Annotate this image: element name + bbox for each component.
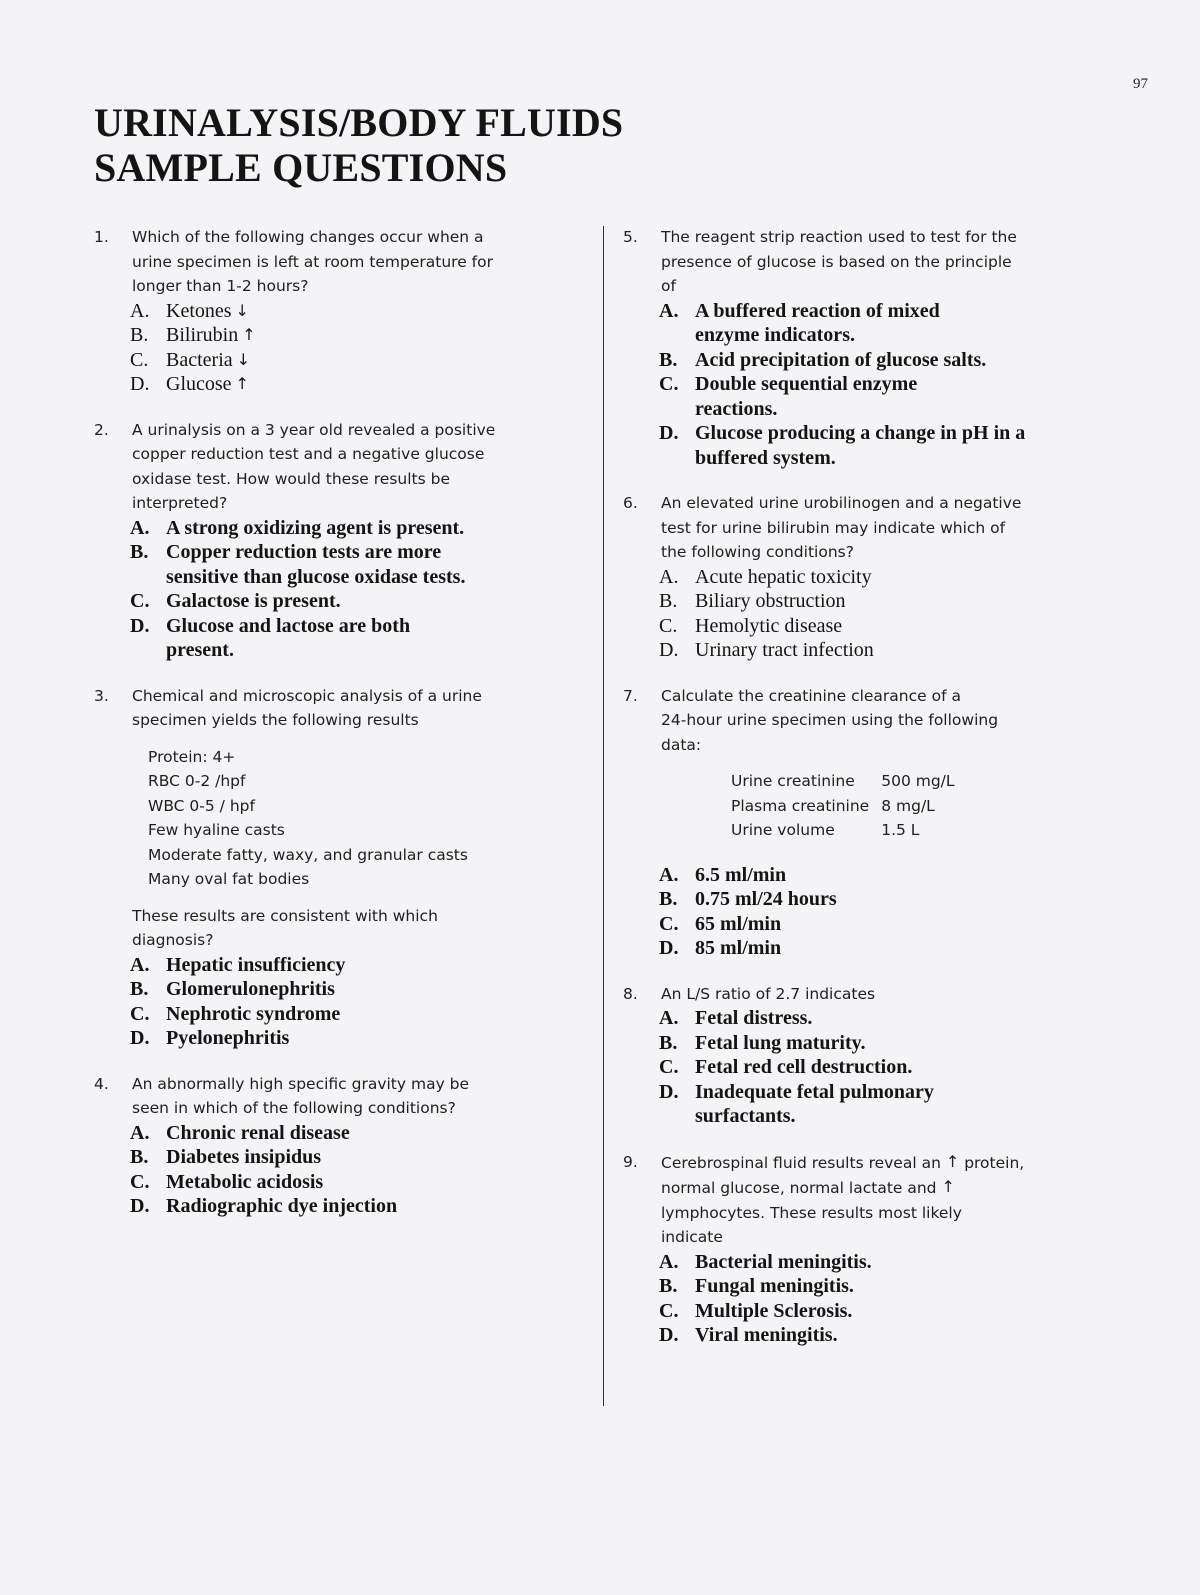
- data-row: [731, 769, 955, 794]
- answer-choice[interactable]: [623, 299, 995, 348]
- choice-text: Multiple Sclerosis.: [695, 1299, 853, 1322]
- stem-line: An L/S ratio of 2.7 indicates: [661, 984, 876, 1003]
- choice-letter: D.: [130, 1195, 150, 1217]
- question-stem: [132, 684, 584, 733]
- choice-letter: C.: [659, 1056, 679, 1078]
- choice-letter: B.: [659, 348, 678, 371]
- data-value: 500 mg/L: [881, 772, 955, 790]
- answer-choice[interactable]: [623, 372, 975, 421]
- stem-line: Calculate the creatinine clearance of a: [661, 686, 961, 705]
- question-number: 7.: [623, 686, 638, 705]
- choice-letter: A.: [659, 1007, 679, 1029]
- choice-text: Biliary obstruction: [695, 590, 846, 612]
- data-label: Plasma creatinine: [731, 796, 870, 815]
- choice-letter: A.: [659, 565, 679, 588]
- lab-results: [132, 745, 584, 892]
- question-1: [94, 225, 584, 299]
- answer-choice[interactable]: [94, 372, 584, 397]
- stem-line: indicate: [661, 1228, 723, 1246]
- stem-line: [661, 1150, 1103, 1176]
- answer-choices: [94, 1121, 584, 1219]
- decrease-arrow-icon: ↓: [235, 300, 249, 320]
- choice-text: A buffered reaction of mixed enzyme indicators.: [695, 299, 940, 346]
- page-title: [94, 100, 623, 190]
- answer-choices: [623, 565, 1103, 663]
- lab-result-row: Many oval fat bodies: [148, 870, 310, 888]
- question-stem: [132, 1072, 584, 1121]
- lab-result-row: RBC 0-2 /hpf: [148, 772, 246, 790]
- choice-letter: D.: [130, 1027, 150, 1049]
- stem-line: test for urine bilirubin may indicate which of: [661, 518, 1006, 537]
- question-stem: [661, 225, 1103, 299]
- question-number: 6.: [623, 494, 638, 512]
- choice-letter: A.: [659, 863, 679, 886]
- stem-line: [661, 1175, 1103, 1201]
- answer-choices: [94, 953, 584, 1051]
- question-2: [94, 418, 584, 516]
- answer-choice[interactable]: [94, 1145, 584, 1170]
- choice-letter: C.: [659, 614, 678, 637]
- stem-line: presence of glucose is based on the principle: [661, 252, 1012, 271]
- data-row: [731, 794, 955, 819]
- choice-text: Urinary tract infection: [695, 639, 874, 661]
- answer-choice[interactable]: [94, 1002, 584, 1027]
- choice-text: Inadequate fetal pulmonary surfactants.: [695, 1080, 934, 1127]
- stem-line: copper reduction test and a negative glucose: [132, 445, 485, 463]
- question-3: [94, 684, 584, 953]
- lab-result-row: WBC 0-5 / hpf: [148, 796, 255, 815]
- question-stem: [661, 982, 1103, 1007]
- choice-letter: C.: [130, 1170, 150, 1193]
- stem-text: protein,: [964, 1153, 1025, 1172]
- choice-text: Ketones: [166, 299, 232, 322]
- clearance-data-table: [731, 769, 955, 843]
- answer-choice[interactable]: [94, 1170, 584, 1195]
- question-7: [623, 684, 1103, 843]
- lab-result-row: Moderate fatty, waxy, and granular casts: [148, 845, 468, 864]
- answer-choice[interactable]: [623, 614, 1103, 639]
- stem-line: These results are consistent with which: [132, 906, 438, 925]
- lab-result-row: Protein: 4+: [148, 747, 236, 766]
- answer-choice[interactable]: [94, 516, 524, 541]
- choice-text: Glucose: [166, 373, 232, 395]
- answer-choice[interactable]: [623, 421, 1055, 470]
- choice-text: Copper reduction tests are more sensitive than glucose oxidase tests.: [166, 541, 466, 588]
- question-number: 4.: [94, 1074, 109, 1093]
- choice-text: Acid precipitation of glucose salts.: [695, 348, 987, 371]
- choice-letter: D.: [659, 1324, 679, 1346]
- question-stem: [661, 1150, 1103, 1250]
- question-stem: [661, 491, 1103, 565]
- answer-choices: [623, 1250, 1103, 1348]
- choice-text: Fetal lung maturity.: [695, 1031, 866, 1054]
- choice-text: Bilirubin: [166, 324, 239, 346]
- answer-choice[interactable]: [94, 323, 584, 348]
- increase-arrow-icon: ↑: [945, 1151, 960, 1171]
- choice-text: 0.75 ml/24 hours: [695, 888, 837, 910]
- answer-choice[interactable]: [623, 589, 1103, 614]
- stem-line: specimen yields the following results: [132, 711, 419, 729]
- stem-line: The reagent strip reaction used to test for the: [661, 228, 1017, 246]
- answer-choice[interactable]: [94, 977, 584, 1002]
- answer-choice[interactable]: [94, 589, 524, 614]
- answer-choices: [94, 299, 584, 397]
- choice-text: Hemolytic disease: [695, 614, 843, 637]
- choice-letter: C.: [659, 912, 679, 935]
- stem-line: An elevated urine urobilinogen and a negative: [661, 494, 1022, 512]
- stem-line: An abnormally high specific gravity may be: [132, 1074, 470, 1093]
- stem-line: diagnosis?: [132, 931, 214, 949]
- choice-text: Fetal red cell destruction.: [695, 1056, 913, 1078]
- answer-choice[interactable]: [623, 1299, 1103, 1324]
- stem-text: normal glucose, normal lactate and: [661, 1179, 937, 1197]
- choice-text: Double sequential enzyme reactions.: [695, 373, 918, 420]
- choice-letter: C.: [130, 1002, 150, 1025]
- answer-choice[interactable]: [623, 863, 1103, 888]
- answer-choice[interactable]: [94, 1026, 584, 1051]
- choice-letter: D.: [130, 373, 150, 395]
- answer-choice[interactable]: [623, 565, 1103, 590]
- decrease-arrow-icon: ↓: [236, 349, 251, 369]
- data-value: 8 mg/L: [881, 796, 935, 815]
- choice-letter: C.: [659, 1299, 679, 1322]
- choice-letter: B.: [130, 1146, 149, 1168]
- choice-text: Glucose producing a change in pH in a buffered system.: [695, 422, 1026, 469]
- choice-text: Nephrotic syndrome: [166, 1002, 341, 1025]
- question-stem: [661, 684, 1103, 758]
- answer-choice[interactable]: [94, 299, 584, 324]
- left-column: [94, 225, 584, 1219]
- data-value: 1.5 L: [881, 821, 920, 839]
- stem-line: Which of the following changes occur when a: [132, 228, 484, 246]
- choice-text: Metabolic acidosis: [166, 1170, 324, 1193]
- choice-letter: B.: [130, 978, 149, 1000]
- stem-line: oxidase test. How would these results be: [132, 469, 450, 488]
- choice-text: Fetal distress.: [695, 1007, 813, 1029]
- title-line-1: URINALYSIS/BODY FLUIDS: [94, 100, 624, 145]
- choice-text: Glomerulonephritis: [166, 978, 335, 1000]
- question-stem-continued: [132, 904, 584, 953]
- choice-text: Galactose is present.: [166, 590, 341, 612]
- page-number: 97: [1133, 76, 1148, 92]
- answer-choice[interactable]: [623, 887, 1103, 912]
- increase-arrow-icon: ↑: [235, 374, 249, 393]
- stem-line: interpreted?: [132, 494, 228, 512]
- right-column: [623, 225, 1103, 1348]
- choice-letter: A.: [130, 516, 150, 539]
- choice-letter: C.: [130, 590, 150, 612]
- choice-letter: C.: [130, 348, 149, 371]
- question-8: [623, 982, 1103, 1007]
- answer-choice[interactable]: [623, 638, 1103, 663]
- choice-letter: B.: [659, 1031, 678, 1054]
- choice-letter: B.: [659, 1275, 678, 1297]
- choice-letter: A.: [130, 299, 150, 322]
- answer-choices: [623, 299, 1103, 471]
- answer-choice[interactable]: [94, 1121, 584, 1146]
- increase-arrow-icon: ↑: [941, 1177, 955, 1196]
- choice-text: A strong oxidizing agent is present.: [166, 516, 465, 539]
- answer-choice[interactable]: [94, 614, 426, 663]
- choice-text: Chronic renal disease: [166, 1121, 350, 1144]
- question-stem: [132, 418, 584, 516]
- stem-line: lymphocytes. These results most likely: [661, 1203, 962, 1222]
- choice-letter: B.: [659, 590, 678, 612]
- answer-choice[interactable]: [94, 540, 486, 589]
- stem-text: Cerebrospinal fluid results reveal an: [661, 1153, 941, 1172]
- choice-text: Hepatic insufficiency: [166, 953, 346, 976]
- choice-text: 65 ml/min: [695, 912, 782, 935]
- question-number: 9.: [623, 1152, 638, 1171]
- question-number: 5.: [623, 228, 638, 246]
- question-number: 2.: [94, 420, 109, 439]
- answer-choice[interactable]: [623, 912, 1103, 937]
- choice-text: Diabetes insipidus: [166, 1146, 322, 1168]
- stem-line: A urinalysis on a 3 year old revealed a positive: [132, 420, 496, 439]
- choice-letter: D.: [659, 639, 679, 661]
- choice-letter: B.: [659, 888, 678, 910]
- question-number: 8.: [623, 984, 638, 1003]
- answer-choice[interactable]: [623, 1274, 1103, 1299]
- data-label: Urine creatinine: [731, 772, 855, 790]
- choice-text: Radiographic dye injection: [166, 1195, 398, 1217]
- question-6: [623, 491, 1103, 565]
- stem-line: data:: [661, 735, 702, 754]
- answer-choices: [623, 1006, 1103, 1129]
- answer-choice[interactable]: [623, 1323, 1103, 1348]
- answer-choices: [94, 516, 524, 663]
- stem-line: urine specimen is left at room temperature for: [132, 252, 493, 271]
- choice-text: Fungal meningitis.: [695, 1275, 854, 1297]
- choice-letter: C.: [659, 373, 679, 395]
- lab-result-row: Few hyaline casts: [148, 821, 285, 839]
- question-5: [623, 225, 1103, 299]
- answer-choices: [623, 863, 1103, 961]
- answer-choice[interactable]: [94, 348, 584, 373]
- question-stem: [132, 225, 584, 299]
- answer-choice[interactable]: [623, 348, 1103, 373]
- choice-text: 85 ml/min: [695, 937, 782, 959]
- stem-line: of: [661, 277, 676, 295]
- data-label: Urine volume: [731, 821, 835, 839]
- choice-letter: B.: [130, 324, 149, 346]
- choice-letter: A.: [130, 953, 150, 976]
- answer-choice[interactable]: [623, 1055, 1103, 1080]
- answer-choice[interactable]: [623, 936, 1103, 961]
- stem-line: longer than 1-2 hours?: [132, 277, 309, 295]
- choice-text: Bacterial meningitis.: [695, 1250, 872, 1273]
- stem-line: seen in which of the following conditions?: [132, 1099, 456, 1117]
- stem-line: the following conditions?: [661, 543, 854, 561]
- choice-letter: D.: [659, 1080, 679, 1103]
- question-4: [94, 1072, 584, 1121]
- choice-letter: B.: [130, 541, 149, 563]
- answer-choice[interactable]: [623, 1031, 1103, 1056]
- answer-choice[interactable]: [623, 1250, 1103, 1275]
- increase-arrow-icon: ↑: [242, 325, 256, 344]
- title-line-2: SAMPLE QUESTIONS: [94, 145, 508, 190]
- choice-text: 6.5 ml/min: [695, 863, 787, 886]
- choice-text: Glucose and lactose are both present.: [166, 614, 411, 661]
- data-row: [731, 818, 955, 843]
- answer-choice[interactable]: [623, 1006, 1103, 1031]
- question-9: [623, 1150, 1103, 1250]
- choice-text: Viral meningitis.: [695, 1324, 838, 1346]
- choice-letter: D.: [659, 937, 679, 959]
- choice-letter: A.: [659, 1250, 679, 1273]
- choice-letter: A.: [659, 299, 679, 322]
- question-number: 1.: [94, 228, 109, 246]
- column-divider: [603, 226, 604, 1406]
- choice-letter: D.: [659, 422, 679, 444]
- choice-text: Acute hepatic toxicity: [695, 565, 872, 588]
- stem-line: 24-hour urine specimen using the following: [661, 711, 999, 729]
- answer-choice[interactable]: [94, 1194, 584, 1219]
- answer-choice[interactable]: [623, 1080, 1015, 1129]
- choice-text: Bacteria: [166, 348, 233, 371]
- choice-letter: A.: [130, 1121, 150, 1144]
- answer-choice[interactable]: [94, 953, 584, 978]
- choice-text: Pyelonephritis: [166, 1027, 290, 1049]
- question-number: 3.: [94, 686, 109, 705]
- choice-letter: D.: [130, 614, 150, 637]
- stem-line: Chemical and microscopic analysis of a urine: [132, 686, 482, 705]
